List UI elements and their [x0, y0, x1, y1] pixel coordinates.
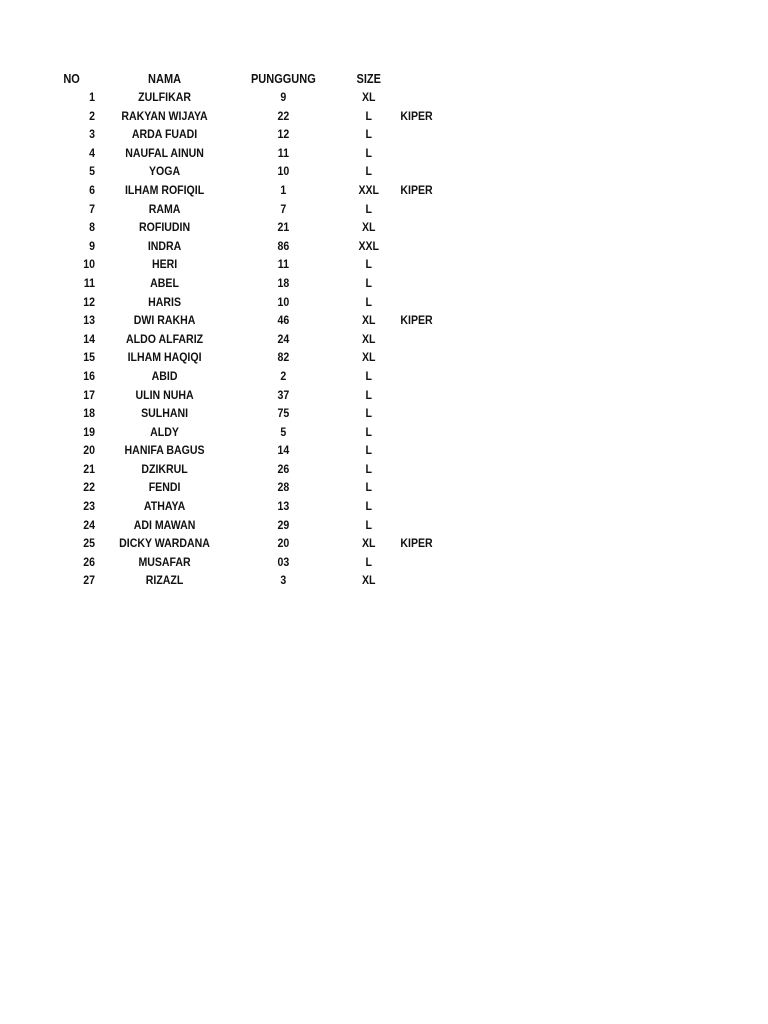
- cell-nama: ILHAM HAQIQI: [127, 350, 202, 365]
- cell-no: 2: [89, 108, 96, 123]
- cell-nama: SULHANI: [141, 406, 189, 421]
- cell-nama: INDRA: [147, 238, 182, 253]
- cell-punggung: 82: [277, 350, 290, 365]
- cell-nama: RIZAZL: [145, 573, 184, 588]
- cell-no: 3: [89, 127, 96, 142]
- cell-note: KIPER: [400, 536, 433, 551]
- cell-size: L: [365, 108, 372, 123]
- cell-nama: ARDA FUADI: [131, 127, 198, 142]
- cell-size: L: [365, 294, 372, 309]
- cell-size: XL: [361, 90, 376, 104]
- cell-size: L: [365, 406, 372, 421]
- table-row: [0, 125, 676, 144]
- cell-punggung: 29: [277, 517, 290, 532]
- cell-no: 16: [83, 368, 96, 383]
- cell-size: L: [365, 499, 372, 514]
- cell-no: 18: [83, 406, 96, 421]
- cell-punggung: 14: [277, 443, 290, 458]
- cell-nama: HARIS: [148, 294, 181, 309]
- cell-punggung: 11: [277, 257, 289, 272]
- cell-punggung: 12: [277, 127, 290, 142]
- cell-size: L: [365, 257, 372, 272]
- cell-size: XL: [361, 536, 376, 551]
- cell-punggung: 37: [277, 387, 290, 402]
- cell-note: KIPER: [400, 108, 433, 123]
- table-row: [0, 255, 676, 274]
- table-row: [0, 348, 676, 367]
- cell-punggung: 3: [280, 573, 287, 588]
- cell-size: L: [365, 461, 372, 476]
- table-row: [0, 478, 676, 497]
- cell-nama: ADI MAWAN: [133, 517, 196, 532]
- cell-size: L: [365, 480, 372, 495]
- cell-punggung: 10: [277, 294, 290, 309]
- cell-no: 13: [83, 313, 96, 328]
- cell-no: 11: [83, 275, 96, 290]
- cell-punggung: 11: [277, 145, 289, 160]
- cell-no: 4: [89, 145, 96, 160]
- table-row: [0, 534, 676, 553]
- cell-size: L: [365, 145, 372, 160]
- cell-nama: DWI RAKHA: [133, 313, 196, 328]
- table-row: [0, 218, 676, 237]
- cell-punggung: 7: [280, 201, 287, 216]
- cell-size: L: [365, 164, 372, 179]
- cell-nama: ALDY: [150, 424, 179, 439]
- table-row: [0, 293, 676, 312]
- cell-nama: YOGA: [149, 164, 181, 179]
- cell-size: XL: [361, 350, 376, 365]
- table-row: [0, 311, 676, 330]
- table-row: [0, 386, 676, 405]
- cell-nama: RAKYAN WIJAYA: [121, 108, 208, 123]
- cell-size: L: [365, 127, 372, 142]
- cell-punggung: 24: [277, 331, 290, 346]
- cell-punggung: 18: [277, 275, 290, 290]
- cell-no: 12: [83, 294, 96, 309]
- header-nama: NAMA: [148, 72, 182, 86]
- table-row: [0, 144, 676, 163]
- cell-no: 20: [83, 443, 96, 458]
- cell-nama: ABID: [151, 368, 178, 383]
- table-row: [0, 107, 676, 126]
- cell-nama: HANIFA BAGUS: [124, 443, 205, 458]
- cell-no: 5: [89, 164, 96, 179]
- cell-nama: DZIKRUL: [141, 461, 188, 476]
- header-no: NO: [63, 72, 80, 86]
- cell-no: 21: [83, 461, 96, 476]
- cell-size: L: [365, 517, 372, 532]
- cell-nama: ALDO ALFARIZ: [126, 331, 204, 346]
- jersey-table: [0, 68, 768, 590]
- cell-nama: NAUFAL AINUN: [125, 145, 204, 160]
- table-row: [0, 330, 676, 349]
- table-row: [0, 423, 676, 442]
- cell-no: 9: [89, 238, 96, 253]
- cell-nama: ULIN NUHA: [135, 387, 194, 402]
- cell-nama: ILHAM ROFIQIL: [124, 182, 205, 197]
- cell-size: XXL: [358, 238, 379, 253]
- cell-size: L: [365, 387, 372, 402]
- cell-no: 14: [83, 331, 96, 346]
- cell-no: 10: [83, 257, 96, 272]
- table-row: [0, 553, 676, 572]
- cell-no: 7: [89, 201, 96, 216]
- cell-no: 17: [83, 387, 96, 402]
- cell-size: L: [365, 443, 372, 458]
- header-size: SIZE: [356, 72, 381, 86]
- cell-punggung: 28: [277, 480, 290, 495]
- table-row: [0, 181, 676, 200]
- table-body: [0, 88, 768, 590]
- table-row: [0, 441, 676, 460]
- cell-punggung: 9: [280, 90, 287, 104]
- table-row: [0, 460, 676, 479]
- table-row: [0, 404, 676, 423]
- cell-no: 26: [83, 554, 96, 569]
- cell-note: KIPER: [400, 182, 433, 197]
- cell-no: 27: [83, 573, 96, 588]
- cell-punggung: 2: [280, 368, 287, 383]
- table-row: [0, 200, 676, 219]
- cell-punggung: 13: [277, 499, 290, 514]
- cell-size: XL: [361, 331, 376, 346]
- table-row: [0, 367, 676, 386]
- cell-punggung: 21: [277, 220, 290, 235]
- cell-punggung: 26: [277, 461, 290, 476]
- cell-size: XL: [361, 573, 376, 588]
- cell-nama: MUSAFAR: [138, 554, 191, 569]
- cell-no: 19: [83, 424, 96, 439]
- cell-no: 23: [83, 499, 96, 514]
- cell-size: L: [365, 368, 372, 383]
- table-row: [0, 516, 676, 535]
- header-punggung: PUNGGUNG: [250, 72, 316, 86]
- cell-no: 24: [83, 517, 96, 532]
- cell-punggung: 22: [277, 108, 290, 123]
- cell-nama: HERI: [151, 257, 178, 272]
- table-row: [0, 237, 676, 256]
- table-row: [0, 162, 676, 181]
- cell-punggung: 86: [277, 238, 290, 253]
- cell-nama: ATHAYA: [143, 499, 186, 514]
- cell-no: 15: [83, 350, 96, 365]
- cell-nama: ROFIUDIN: [139, 220, 191, 235]
- cell-punggung: 20: [277, 536, 290, 551]
- cell-nama: ZULFIKAR: [138, 90, 191, 104]
- cell-no: 6: [89, 182, 96, 197]
- cell-size: XL: [361, 220, 376, 235]
- cell-size: L: [365, 275, 372, 290]
- cell-nama: DICKY WARDANA: [119, 536, 210, 551]
- cell-size: XL: [361, 313, 376, 328]
- cell-size: L: [365, 201, 372, 216]
- table-row: [0, 571, 676, 590]
- cell-nama: FENDI: [148, 480, 181, 495]
- cell-size: XXL: [358, 182, 379, 197]
- cell-no: 22: [83, 480, 96, 495]
- cell-punggung: 03: [277, 554, 290, 569]
- cell-no: 1: [89, 90, 96, 104]
- cell-size: L: [365, 554, 372, 569]
- cell-nama: RAMA: [148, 201, 181, 216]
- cell-nama: ABEL: [150, 275, 179, 290]
- cell-punggung: 10: [277, 164, 290, 179]
- table-row: [0, 88, 676, 107]
- cell-no: 8: [89, 220, 96, 235]
- cell-punggung: 75: [277, 406, 290, 421]
- table-row: [0, 274, 676, 293]
- table-row: [0, 497, 676, 516]
- cell-punggung: 46: [277, 313, 290, 328]
- cell-no: 25: [83, 536, 96, 551]
- cell-punggung: 1: [280, 182, 287, 197]
- cell-size: L: [365, 424, 372, 439]
- cell-note: KIPER: [400, 313, 433, 328]
- cell-punggung: 5: [280, 424, 287, 439]
- table-header: [0, 68, 676, 88]
